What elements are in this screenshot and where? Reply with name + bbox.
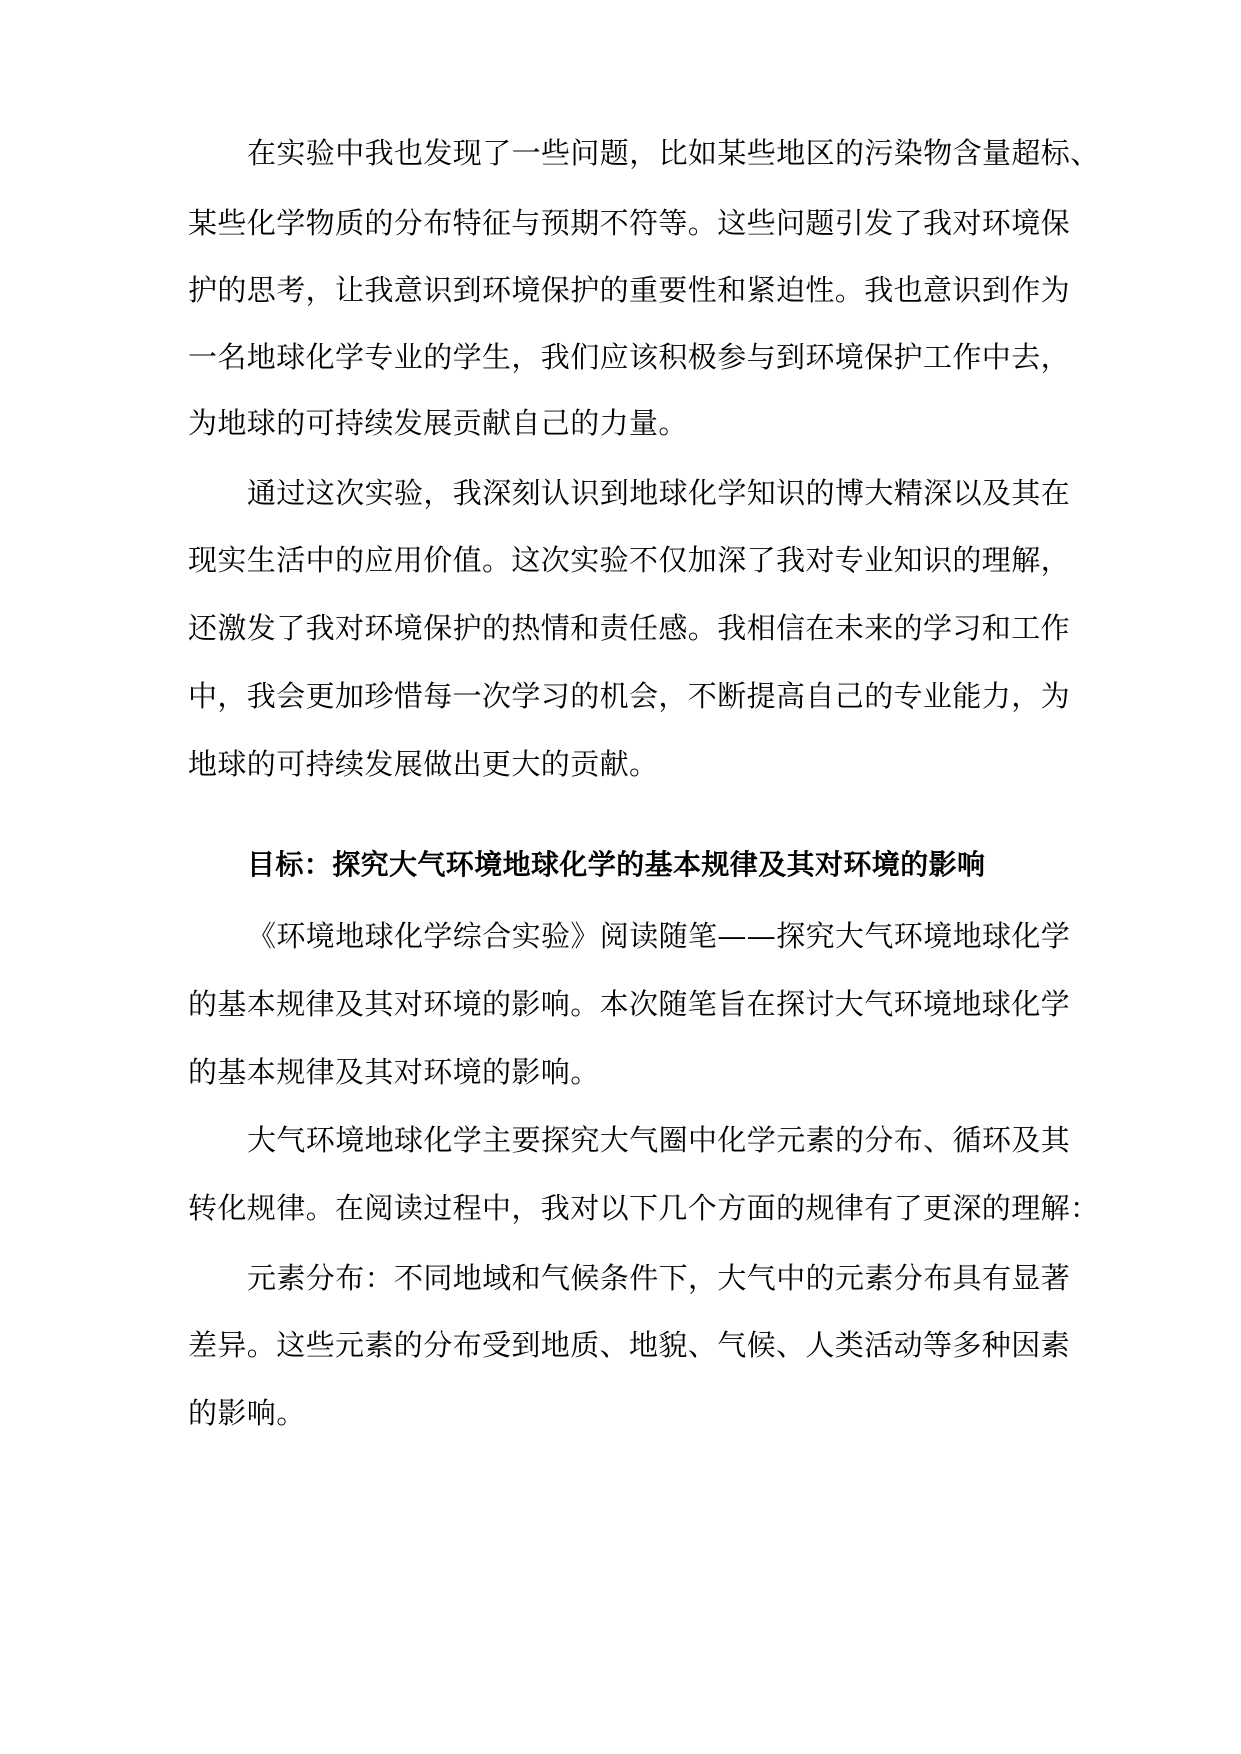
paragraph-line: 的基本规律及其对环境的影响。 (188, 1055, 600, 1089)
paragraph-line: 中，我会更加珍惜每一次学习的机会，不断提高自己的专业能力，为 (188, 679, 1071, 713)
paragraph-line: 在实验中我也发现了一些问题，比如某些地区的污染物含量超标、 (247, 136, 1100, 170)
paragraph-line: 还激发了我对环境保护的热情和责任感。我相信在未来的学习和工作 (188, 611, 1071, 645)
paragraph-line: 一名地球化学专业的学生，我们应该积极参与到环境保护工作中去， (188, 340, 1071, 374)
section-heading: 目标：探究大气环境地球化学的基本规律及其对环境的影响 (247, 848, 986, 881)
paragraph-line: 护的思考，让我意识到环境保护的重要性和紧迫性。我也意识到作为 (188, 273, 1071, 307)
paragraph-line: 元素分布：不同地域和气候条件下，大气中的元素分布具有显著 (247, 1261, 1071, 1295)
paragraph-line: 大气环境地球化学主要探究大气圈中化学元素的分布、循环及其 (247, 1123, 1071, 1157)
paragraph-line: 地球的可持续发展做出更大的贡献。 (188, 747, 659, 781)
paragraph-line: 差异。这些元素的分布受到地质、地貌、气候、人类活动等多种因素 (188, 1328, 1071, 1362)
paragraph-line: 某些化学物质的分布特征与预期不符等。这些问题引发了我对环境保 (188, 206, 1071, 240)
paragraph-line: 为地球的可持续发展贡献自己的力量。 (188, 406, 688, 440)
paragraph-line: 通过这次实验，我深刻认识到地球化学知识的博大精深以及其在 (247, 476, 1071, 510)
paragraph-line: 现实生活中的应用价值。这次实验不仅加深了我对专业知识的理解， (188, 543, 1071, 577)
paragraph-line: 转化规律。在阅读过程中，我对以下几个方面的规律有了更深的理解： (188, 1191, 1100, 1225)
paragraph-line: 的影响。 (188, 1396, 306, 1430)
paragraph-line: 《环境地球化学综合实验》阅读随笔——探究大气环境地球化学 (247, 919, 1071, 953)
paragraph-line: 的基本规律及其对环境的影响。本次随笔旨在探讨大气环境地球化学 (188, 987, 1071, 1021)
